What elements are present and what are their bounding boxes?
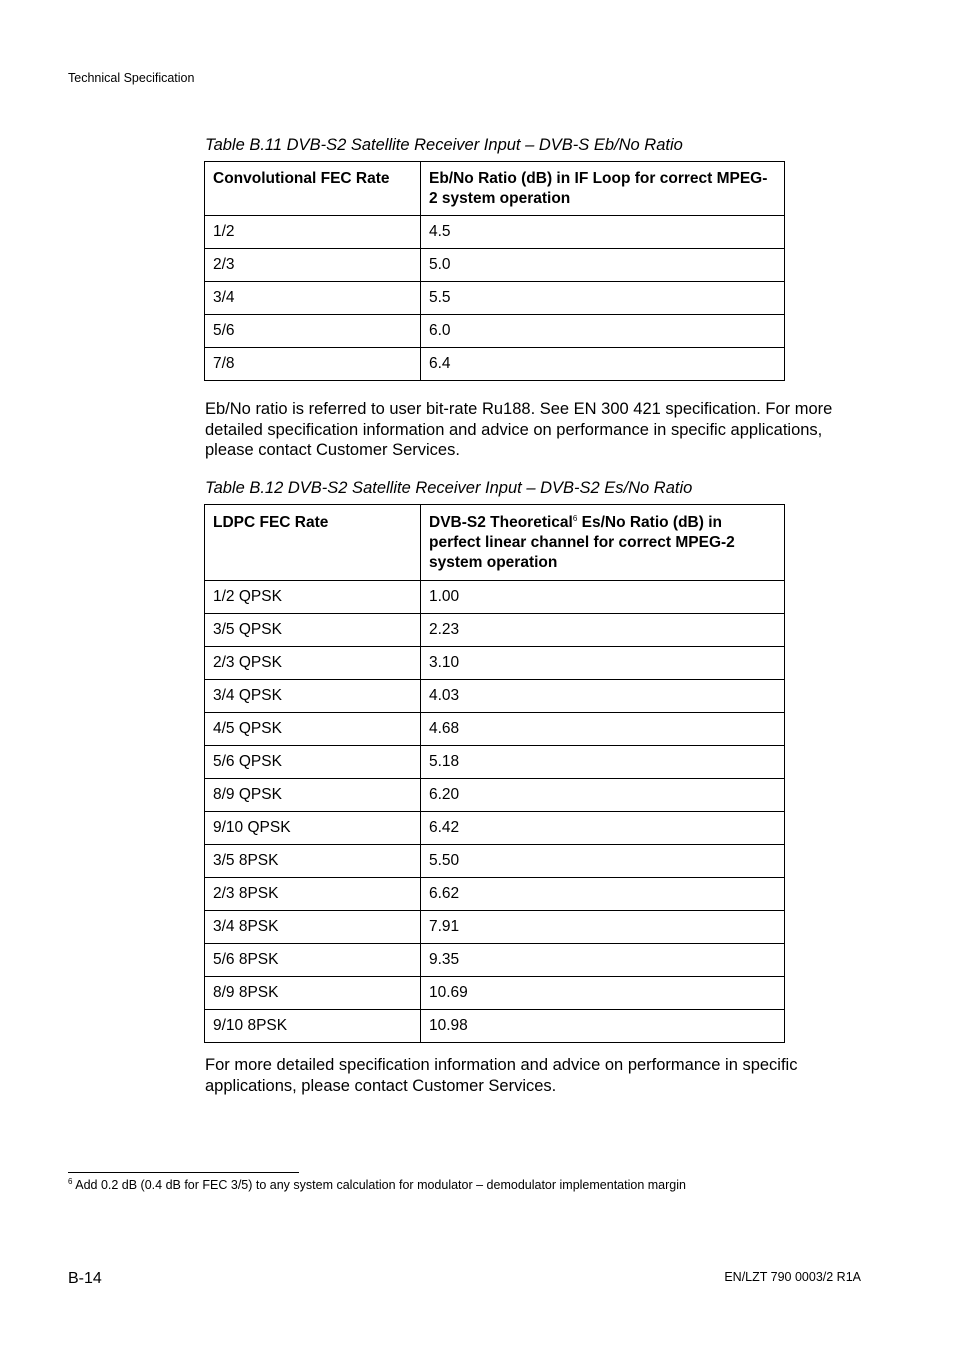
- ratio-value-cell: 10.98: [421, 1010, 785, 1043]
- table-row: [205, 812, 785, 845]
- fec-rate-cell: 3/4 8PSK: [205, 911, 421, 944]
- table-row: [205, 348, 785, 381]
- table-row: [205, 614, 785, 647]
- table-b11-body: [205, 216, 785, 381]
- fec-rate-cell: 2/3: [205, 249, 421, 282]
- document-id: EN/LZT 790 0003/2 R1A: [724, 1270, 861, 1284]
- table-row: [205, 249, 785, 282]
- fec-rate-cell: 2/3 QPSK: [205, 647, 421, 680]
- fec-rate-cell: 8/9 8PSK: [205, 977, 421, 1010]
- fec-rate-cell: 3/4: [205, 282, 421, 315]
- table-row: [205, 581, 785, 614]
- ratio-value-cell: 6.4: [421, 348, 785, 381]
- header-text-part: DVB-S2 Theoretical: [429, 514, 573, 531]
- table-b12-caption: Table B.12 DVB-S2 Satellite Receiver Input – DVB-S2 Es/No Ratio: [205, 479, 693, 497]
- table-b11-caption: Table B.11 DVB-S2 Satellite Receiver Input – DVB-S Eb/No Ratio: [205, 136, 683, 154]
- ratio-value-cell: 6.0: [421, 315, 785, 348]
- footnote: [68, 1178, 686, 1192]
- contact-note-paragraph: For more detailed specification information and advice on performance in specific applications, please contact Customer Services.: [205, 1056, 798, 1095]
- ratio-value-cell: 6.20: [421, 779, 785, 812]
- ratio-value-cell: 4.03: [421, 680, 785, 713]
- ratio-value-cell: 5.0: [421, 249, 785, 282]
- table-row: [205, 1010, 785, 1043]
- page-number: B-14: [68, 1270, 102, 1287]
- ratio-value-cell: 6.42: [421, 812, 785, 845]
- header-text-part: Es/No Ratio (dB) in perfect linear channel for correct MPEG-2 system operation: [429, 514, 735, 571]
- table-b12: [204, 504, 785, 1043]
- table-row: [205, 746, 785, 779]
- ratio-value-cell: 10.69: [421, 977, 785, 1010]
- table-row: [205, 315, 785, 348]
- running-header: Technical Specification: [68, 71, 195, 85]
- fec-rate-cell: 3/4 QPSK: [205, 680, 421, 713]
- ratio-value-cell: 4.5: [421, 216, 785, 249]
- ratio-value-cell: 5.50: [421, 845, 785, 878]
- fec-rate-cell: 5/6 QPSK: [205, 746, 421, 779]
- ratio-value-cell: 2.23: [421, 614, 785, 647]
- table-row: [205, 878, 785, 911]
- fec-rate-cell: 1/2: [205, 216, 421, 249]
- ratio-value-cell: 5.18: [421, 746, 785, 779]
- fec-rate-cell: 1/2 QPSK: [205, 581, 421, 614]
- fec-rate-cell: 7/8: [205, 348, 421, 381]
- fec-rate-cell: 5/6 8PSK: [205, 944, 421, 977]
- column-header-fec-rate: Convolutional FEC Rate: [205, 162, 421, 216]
- column-header-esno-ratio: [421, 505, 785, 581]
- table-row: [205, 845, 785, 878]
- fec-rate-cell: 3/5 QPSK: [205, 614, 421, 647]
- column-header-ldpc-fec-rate: LDPC FEC Rate: [205, 505, 421, 581]
- fec-rate-cell: 9/10 QPSK: [205, 812, 421, 845]
- table-row: [205, 647, 785, 680]
- table-b12-body: [205, 581, 785, 1043]
- fec-rate-cell: 3/5 8PSK: [205, 845, 421, 878]
- ratio-value-cell: 5.5: [421, 282, 785, 315]
- footnote-separator: [68, 1172, 299, 1173]
- fec-rate-cell: 2/3 8PSK: [205, 878, 421, 911]
- footnote-text: Add 0.2 dB (0.4 dB for FEC 3/5) to any system calculation for modulator – demodulator implementation margin: [72, 1178, 686, 1192]
- table-row: [205, 216, 785, 249]
- table-row: [205, 779, 785, 812]
- table-header-row: [205, 505, 785, 581]
- fec-rate-cell: 4/5 QPSK: [205, 713, 421, 746]
- ratio-value-cell: 9.35: [421, 944, 785, 977]
- ratio-value-cell: 6.62: [421, 878, 785, 911]
- table-row: [205, 911, 785, 944]
- column-header-ebno-ratio: Eb/No Ratio (dB) in IF Loop for correct MPEG-2 system operation: [421, 162, 785, 216]
- table-row: [205, 713, 785, 746]
- table-row: [205, 282, 785, 315]
- fec-rate-cell: 8/9 QPSK: [205, 779, 421, 812]
- table-header-row: [205, 162, 785, 216]
- ratio-value-cell: 7.91: [421, 911, 785, 944]
- fec-rate-cell: 9/10 8PSK: [205, 1010, 421, 1043]
- table-b11: [204, 161, 785, 381]
- ratio-value-cell: 1.00: [421, 581, 785, 614]
- ebno-note-paragraph: Eb/No ratio is referred to user bit-rate Ru188. See EN 300 421 specification. For more detailed specification information and advice on performance in specific applications, please contact Customer Services.: [205, 400, 833, 459]
- table-row: [205, 680, 785, 713]
- footnote-marker: 6: [68, 1177, 73, 1186]
- table-row: [205, 944, 785, 977]
- footnote-reference[interactable]: 6: [572, 514, 578, 523]
- ratio-value-cell: 3.10: [421, 647, 785, 680]
- ratio-value-cell: 4.68: [421, 713, 785, 746]
- fec-rate-cell: 5/6: [205, 315, 421, 348]
- table-row: [205, 977, 785, 1010]
